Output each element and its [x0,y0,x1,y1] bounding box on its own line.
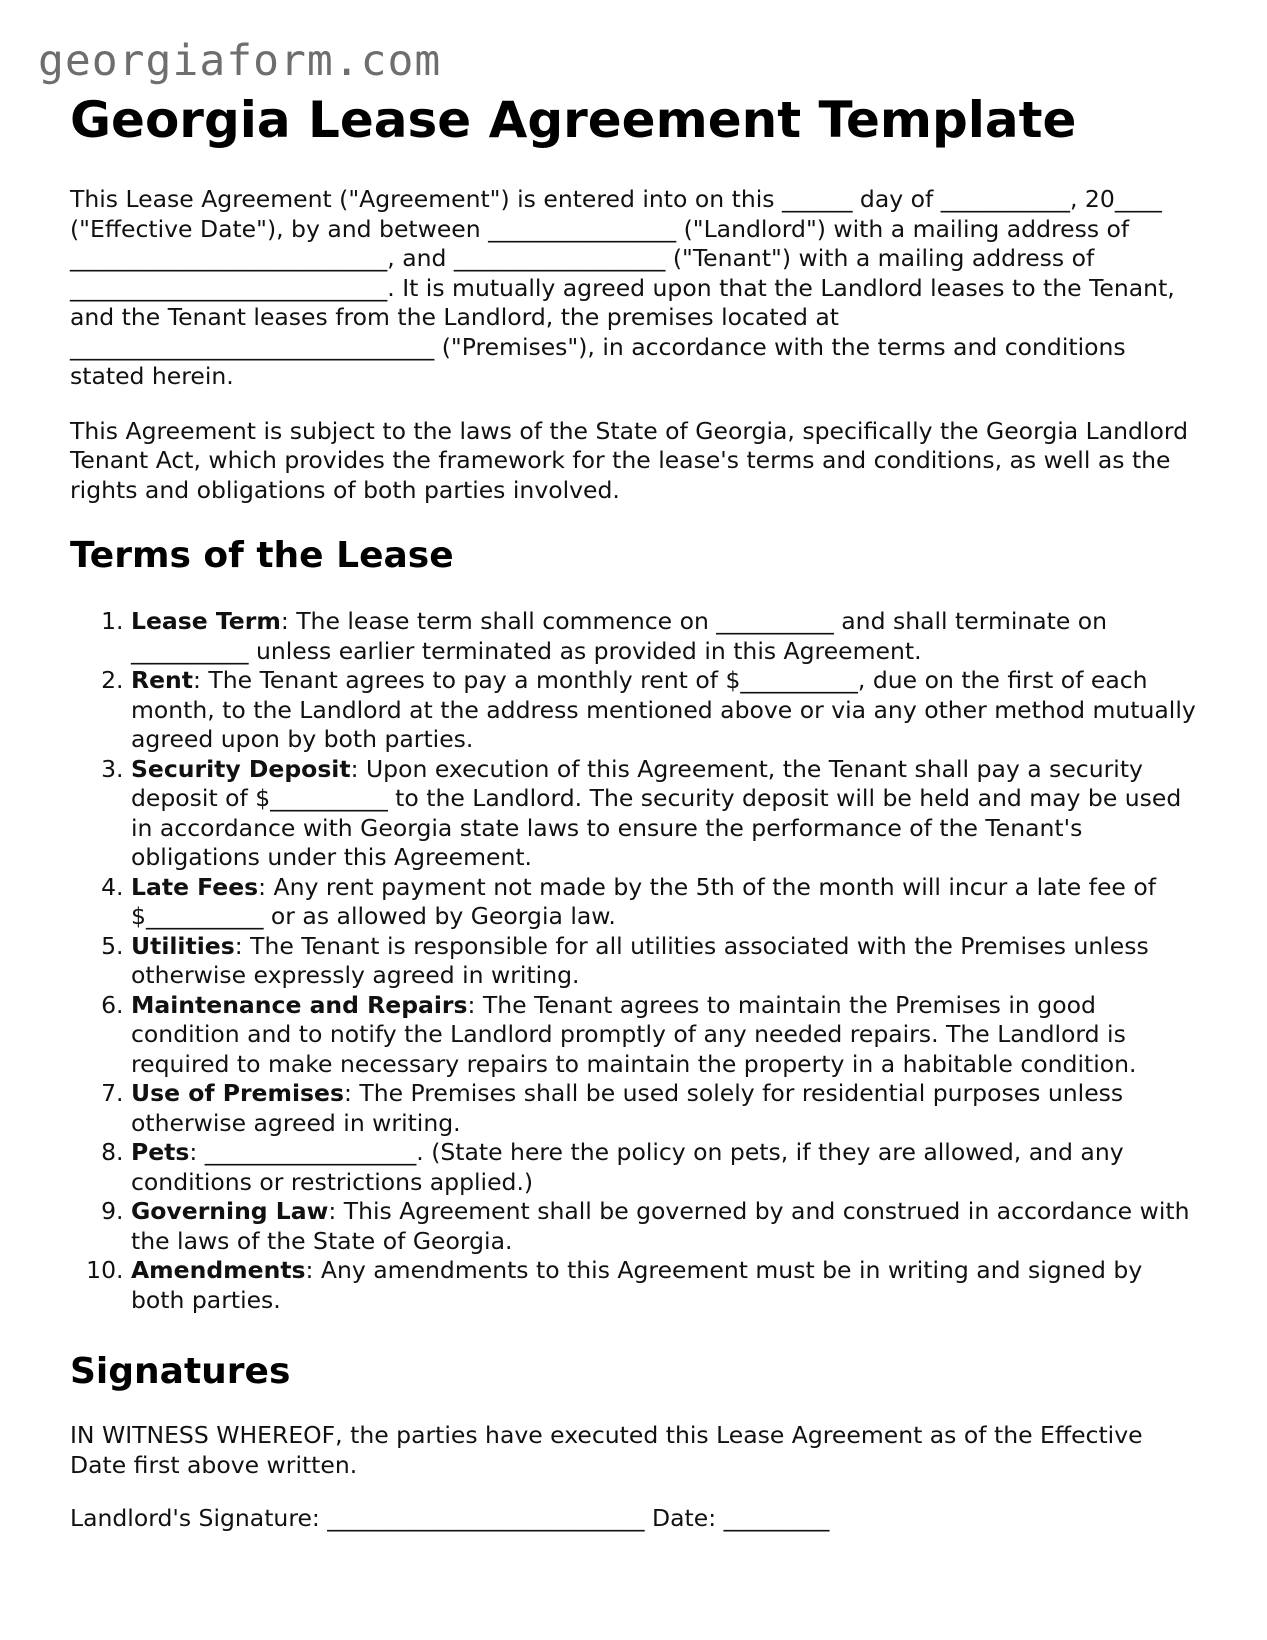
term-text: : The Tenant is responsible for all utilities associated with the Premises unless otherwise expressly agreed in writing. [131,931,1149,989]
term-item-use-of-premises [131,1079,1200,1138]
term-label: Utilities [131,931,235,960]
witness-paragraph: IN WITNESS WHEREOF, the parties have executed this Lease Agreement as of the Effective Date first above written. [70,1421,1143,1479]
term-text: : __________________. (State here the policy on pets, if they are allowed, and any conditions or restrictions applied.) [131,1138,1124,1196]
page-title: Georgia Lease Agreement Template [70,91,1077,149]
term-label: Lease Term [131,607,281,635]
landlord-signature-line: Landlord's Signature: ___________________________ Date: _________ [70,1504,830,1532]
term-item-amendments [131,1256,1200,1315]
term-label: Use of Premises [131,1079,344,1107]
term-text: : The Tenant agrees to pay a monthly rent of $__________, due on the first of each month, to the Landlord at the address mentioned above or via any other method mutually agreed upon by both parties. [131,666,1196,753]
term-text: : Any amendments to this Agreement must be in writing and signed by both parties. [131,1256,1143,1314]
term-label: Governing Law [131,1197,329,1225]
term-label: Amendments [131,1256,306,1284]
term-text: : This Agreement shall be governed by and construed in accordance with the laws of the State of Georgia. [131,1197,1190,1255]
term-text: : The Premises shall be used solely for residential purposes unless otherwise agreed in writing. [131,1079,1124,1137]
term-label: Maintenance and Repairs [131,990,468,1019]
term-text: : The lease term shall commence on __________ and shall terminate on __________ unless earlier terminated as provided in this Agreement. [131,607,1108,665]
term-item-pets [131,1138,1200,1197]
term-label: Late Fees [131,872,259,901]
intro-paragraph: This Lease Agreement ("Agreement") is entered into on this ______ day of ___________, 20____ ("Effective Date"), by and between ________________ ("Landlord") with a mailing address of ___________________________, and __________________ ("Tenant") with a mailing address of ___________________________. It is mutually agreed upon that the Landlord leases to the Tenant, and the Tenant leases from the Landlord, the premises located at _______________________________ ("Premises"), in accordance with the terms and conditions stated herein. [70,185,1175,390]
term-label: Pets [131,1138,190,1166]
term-item-utilities [131,932,1200,991]
term-item-maintenance [131,991,1200,1080]
term-item-lease-term [131,607,1200,666]
term-item-late-fees [131,873,1200,932]
document-page [70,88,1200,1534]
term-label: Security Deposit [131,754,351,783]
terms-list [70,607,1200,1315]
term-text: : The Tenant agrees to maintain the Premises in good condition and to notify the Landlord promptly of any needed repairs. The Landlord is required to make necessary repairs to maintain the property in a habitable condition. [131,990,1137,1078]
law-paragraph: This Agreement is subject to the laws of the State of Georgia, specifically the Georgia Landlord Tenant Act, which provides the framework for the lease's terms and conditions, as well as the rights and obligations of both parties involved. [70,416,1189,504]
site-watermark: georgiaform.com [38,36,442,86]
terms-heading: Terms of the Lease [70,535,454,576]
term-label: Rent [131,666,193,694]
term-item-security-deposit [131,755,1200,873]
term-text: : Any rent payment not made by the 5th of the month will incur a late fee of $__________ or as allowed by Georgia law. [131,872,1156,930]
term-item-rent [131,666,1200,755]
signatures-heading: Signatures [70,1351,291,1392]
term-text: : Upon execution of this Agreement, the Tenant shall pay a security deposit of $__________ to the Landlord. The security deposit will be held and may be used in accordance with Georgia state laws to ensure the performance of the Tenant's obligations under this Agreement. [131,754,1182,871]
term-item-governing-law [131,1197,1200,1256]
